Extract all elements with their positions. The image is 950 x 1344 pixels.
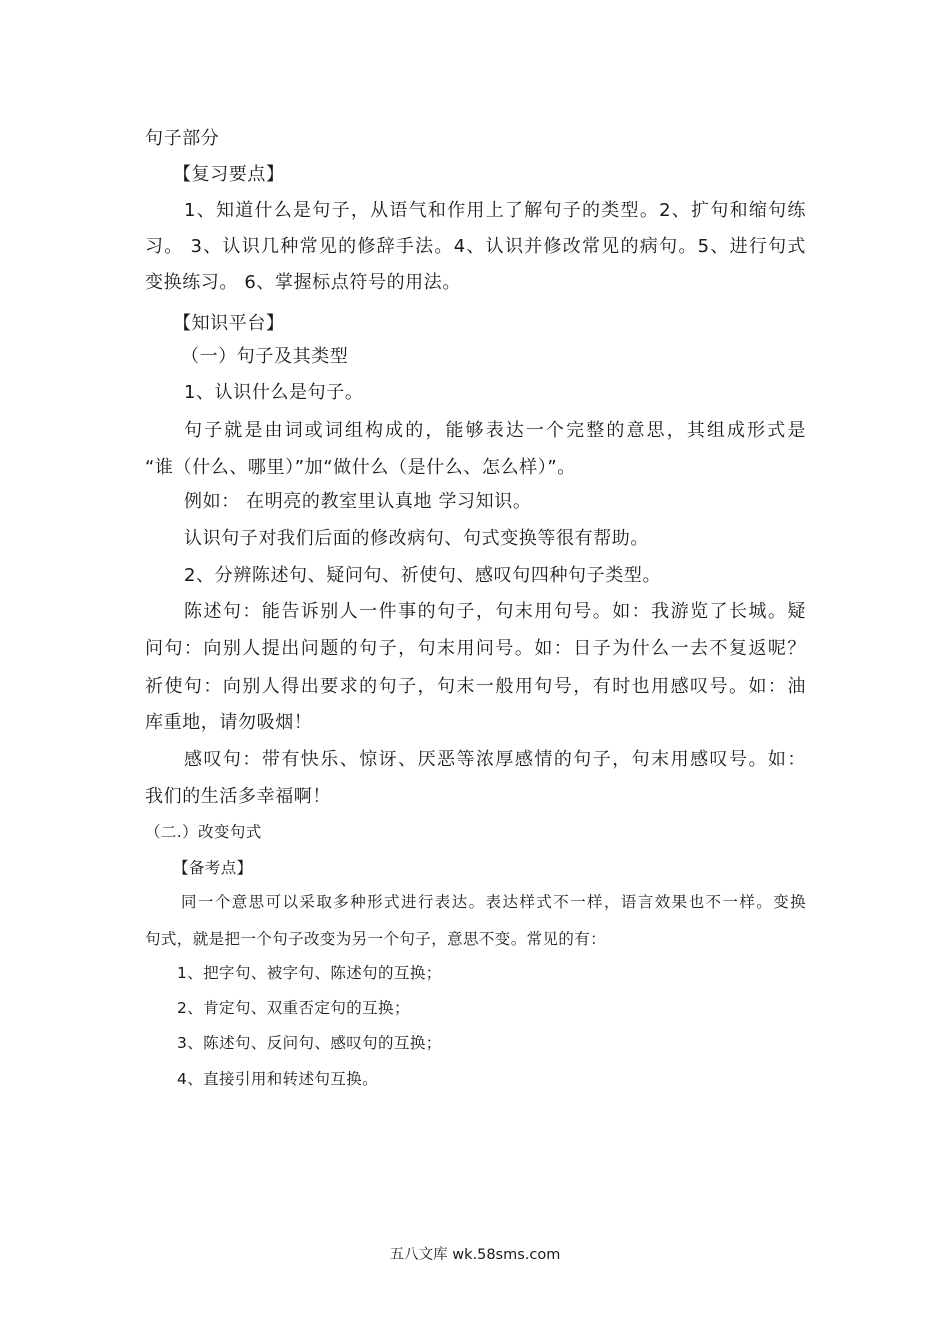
- example-line: 例如： 在明亮的教室里认真地 学习知识。: [184, 491, 532, 512]
- note-line: 认识句子对我们后面的修改病句、句式变换等很有帮助。: [184, 528, 649, 549]
- paragraph-line: 祈使句：向别人得出要求的句子，句末一般用句号，有时也用感叹号。如：油: [145, 676, 806, 697]
- paragraph-line: 1、知道什么是句子，从语气和作用上了解句子的类型。2、扩句和缩句练: [184, 200, 806, 221]
- list-item: 2、肯定句、双重否定句的互换；: [177, 999, 410, 1017]
- review-heading: 【复习要点】: [173, 164, 285, 185]
- section-title: （二.）改变句式: [145, 823, 262, 841]
- paragraph-line: 陈述句：能告诉别人一件事的句子，句末用句号。如：我游览了长城。疑: [184, 601, 806, 622]
- list-item: 1、把字句、被字句、陈述句的互换；: [177, 964, 442, 982]
- paragraph-line: 库重地，请勿吸烟！: [145, 712, 313, 733]
- page-footer: 五八文库 wk.58sms.com: [389, 1247, 561, 1263]
- paragraph-line: 句子就是由词或词组构成的，能够表达一个完整的意思，其组成形式是: [184, 420, 806, 441]
- exam-heading: 【备考点】: [173, 859, 253, 877]
- paragraph-line: 我们的生活多幸福啊！: [145, 786, 331, 807]
- paragraph-line: 变换练习。 6、掌握标点符号的用法。: [145, 272, 461, 293]
- paragraph-line: 习。 3、认识几种常见的修辞手法。4、认识并修改常见的病句。5、进行句式: [145, 236, 806, 257]
- knowledge-heading: 【知识平台】: [173, 313, 285, 334]
- list-item: 4、直接引用和转述句互换。: [177, 1070, 379, 1088]
- item-title: 1、认识什么是句子。: [184, 382, 364, 403]
- item-title: 2、分辨陈述句、疑问句、祈使句、感叹句四种句子类型。: [184, 565, 662, 586]
- section-title: （一）句子及其类型: [181, 346, 349, 367]
- list-item: 3、陈述句、反问句、感叹句的互换；: [177, 1034, 442, 1052]
- doc-title: 句子部分: [145, 128, 220, 149]
- paragraph-line: 感叹句：带有快乐、惊讶、厌恶等浓厚感情的句子，句末用感叹号。如：: [184, 749, 806, 770]
- paragraph-line: 句式，就是把一个句子改变为另一个句子，意思不变。常见的有：: [145, 930, 607, 948]
- paragraph-line: 问句：向别人提出问题的句子，句末用问号。如：日子为什么一去不复返呢？: [145, 638, 806, 659]
- paragraph-line: 同一个意思可以采取多种形式进行表达。表达样式不一样，语言效果也不一样。变换: [181, 893, 806, 911]
- paragraph-line: “谁（什么、哪里）”加“做什么（是什么、怎么样）”。: [145, 457, 576, 478]
